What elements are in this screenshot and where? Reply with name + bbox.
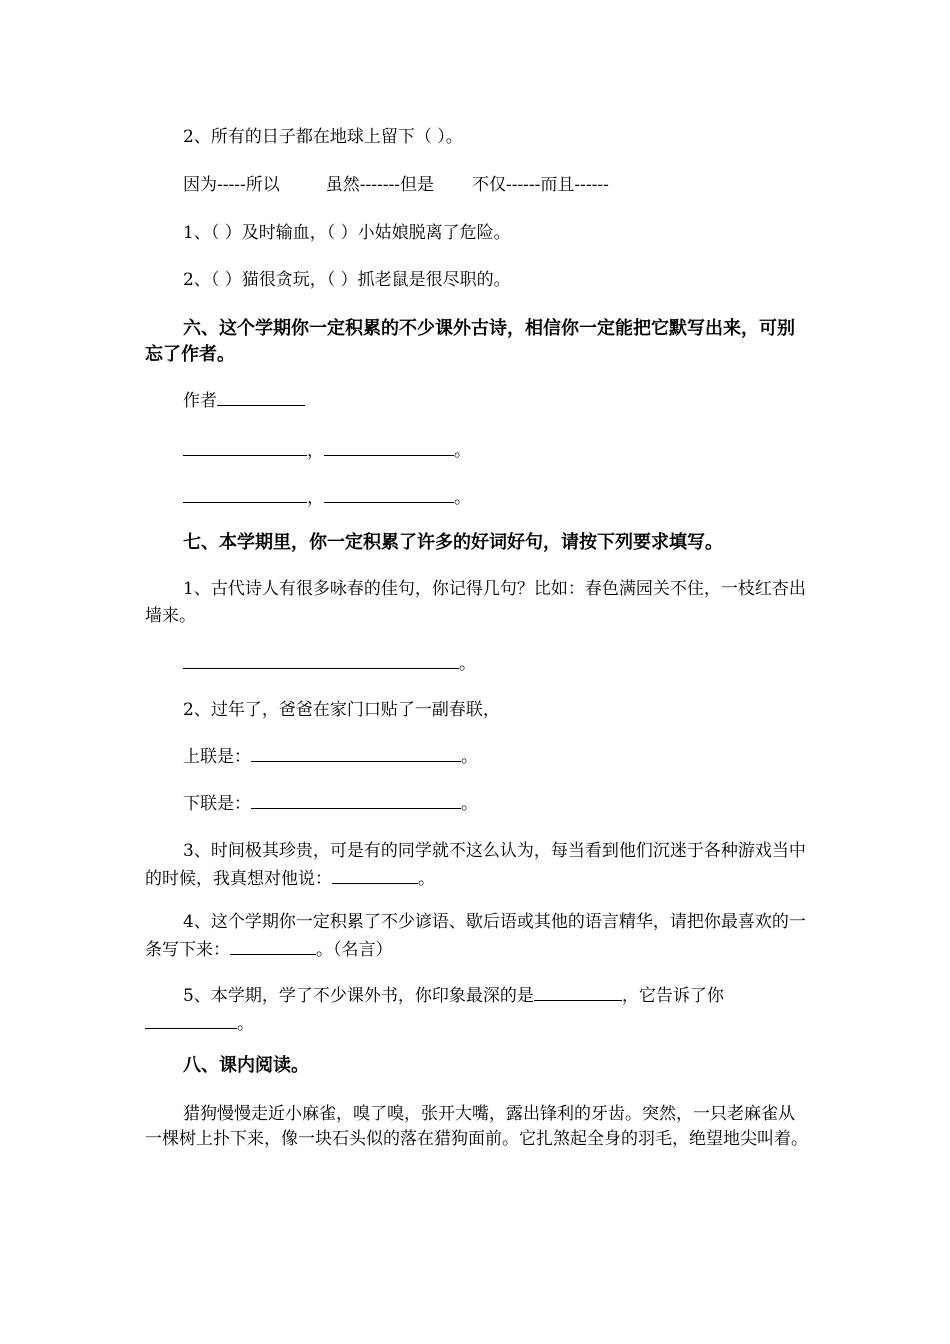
connective-bujin: 不仅------而且------ xyxy=(471,175,609,195)
section-7-q2: 2、过年了，爸爸在家门口贴了一副春联， xyxy=(183,700,500,720)
q4-text: 4、这个学期你一定积累了不少谚语、歇后语或其他的语言精华，请把你最喜欢的一条写下来： xyxy=(145,912,806,960)
author-label: 作者 xyxy=(183,391,217,411)
upper-couplet-blank[interactable] xyxy=(251,743,461,762)
q4-blank[interactable] xyxy=(230,936,316,955)
favorite-book-blank[interactable] xyxy=(534,982,622,1001)
period: 。 xyxy=(461,794,478,814)
section-7-q3 xyxy=(145,838,810,893)
period: 。 xyxy=(454,488,471,508)
lower-couplet-label: 下联是： xyxy=(183,794,251,814)
upper-couplet-line xyxy=(183,743,848,770)
q5-text: 5、本学期，学了不少课外书，你印象最深的是 xyxy=(183,986,534,1006)
poem-blank[interactable] xyxy=(324,437,454,456)
q1-answer-line xyxy=(183,650,848,677)
connective-sentence-2: 2、（ ）猫很贪玩，（ ）抓老鼠是很尽职的。 xyxy=(183,270,511,290)
period: 。 xyxy=(461,747,478,767)
poem-blank[interactable] xyxy=(183,484,307,503)
q4-end: 。（名言） xyxy=(316,940,393,960)
period: 。 xyxy=(459,654,476,674)
poem-line-1 xyxy=(183,437,848,464)
reading-passage: 猎狗慢慢走近小麻雀，嗅了嗅，张开大嘴，露出锋利的牙齿。突然，一只老麻雀从一棵树上扑下来，像一块石头似的落在猎狗面前。它扎煞起全身的羽毛，绝望地尖叫着。 xyxy=(145,1104,808,1149)
section-6-heading: 六、这个学期你一定积累的不少课外古诗，相信你一定能把它默写出来，可别忘了作者。 xyxy=(145,318,795,365)
poem-blank[interactable] xyxy=(324,484,454,503)
author-blank[interactable] xyxy=(217,387,305,406)
section-7-q1: 1、古代诗人有很多咏春的佳句，你记得几句？比如：春色满园关不住，一枝红杏出墙来。 xyxy=(145,579,806,626)
period: 。 xyxy=(418,869,435,889)
book-lesson-blank[interactable] xyxy=(145,1010,237,1029)
section-8-heading: 八、课内阅读。 xyxy=(183,1055,309,1076)
spring-verse-blank[interactable] xyxy=(183,650,459,669)
lower-couplet-line xyxy=(183,790,848,817)
section-7-q5 xyxy=(145,982,810,1038)
poem-author-line xyxy=(183,387,848,414)
q5-text-b: ，它告诉了你 xyxy=(621,986,724,1006)
period: 。 xyxy=(237,1014,254,1034)
q3-blank[interactable] xyxy=(332,865,418,884)
item-2-sentence: 2、所有的日子都在地球上留下（ ）。 xyxy=(183,127,463,147)
connective-suiran: 虽然-------但是 xyxy=(325,175,434,195)
section-7-q4 xyxy=(145,909,810,964)
poem-blank[interactable] xyxy=(183,437,307,456)
connective-yinwei: 因为-----所以 xyxy=(183,175,280,195)
section-7-heading: 七、本学期里，你一定积累了许多的好词好句，请按下列要求填写。 xyxy=(183,532,723,553)
connective-sentence-1: 1、（ ）及时输血，（ ）小姑娘脱离了危险。 xyxy=(183,223,511,243)
period: 。 xyxy=(454,441,471,461)
lower-couplet-blank[interactable] xyxy=(251,790,461,809)
poem-line-2 xyxy=(183,484,848,511)
comma: ， xyxy=(307,488,324,508)
upper-couplet-label: 上联是： xyxy=(183,747,251,767)
q3-text: 3、时间极其珍贵，可是有的同学就不这么认为，每当看到他们沉迷于各种游戏当中的时候，我真想对他说： xyxy=(145,841,806,889)
connective-list xyxy=(183,172,848,198)
comma: ， xyxy=(307,441,324,461)
